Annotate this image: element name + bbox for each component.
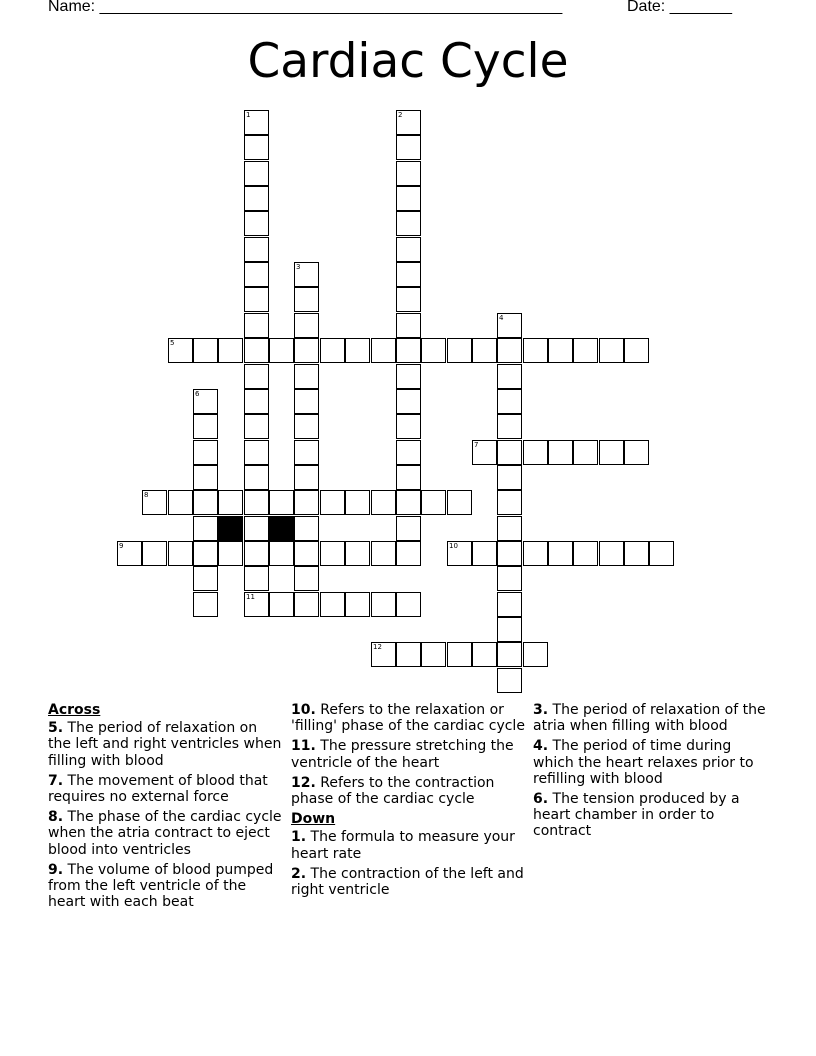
clue-text: The phase of the cardiac cycle when the atria contract to eject blood into ventricles [48, 809, 282, 858]
name-field[interactable]: Name: ____________________________________________________ [48, 0, 563, 15]
grid-cell[interactable] [396, 262, 421, 287]
grid-cell[interactable] [599, 338, 624, 363]
grid-cell[interactable] [624, 338, 649, 363]
clue-text: The period of relaxation of the atria when filling with blood [533, 702, 766, 735]
grid-cell[interactable] [294, 364, 319, 389]
date-field[interactable]: Date: _______ [627, 0, 732, 15]
grid-cell[interactable] [320, 490, 345, 515]
clue-number-label: 7 [474, 441, 479, 449]
grid-cell[interactable] [244, 566, 269, 591]
clue-number-label: 9 [119, 542, 124, 550]
grid-cell[interactable] [193, 490, 218, 515]
grid-cell[interactable] [218, 541, 243, 566]
grid-cell[interactable] [244, 110, 269, 135]
grid-cell[interactable] [371, 490, 396, 515]
grid-cell[interactable] [472, 541, 497, 566]
grid-cell[interactable] [396, 135, 421, 160]
grid-cell[interactable] [244, 414, 269, 439]
grid-cell[interactable] [447, 541, 472, 566]
grid-cell[interactable] [548, 338, 573, 363]
clue-number: 2. [291, 865, 307, 882]
clue-number: 7. [48, 772, 64, 789]
clue-down-1 [291, 829, 527, 861]
grid-cell[interactable] [497, 364, 522, 389]
grid-cell[interactable] [294, 490, 319, 515]
grid-cell[interactable] [523, 338, 548, 363]
clue-number-label: 4 [499, 314, 504, 322]
grid-cell[interactable] [396, 389, 421, 414]
grid-cell[interactable] [497, 465, 522, 490]
grid-cell[interactable] [244, 237, 269, 262]
grid-cell[interactable] [371, 592, 396, 617]
grid-cell[interactable] [371, 541, 396, 566]
grid-cell[interactable] [320, 338, 345, 363]
grid-cell[interactable] [371, 642, 396, 667]
grid-cell[interactable] [345, 490, 370, 515]
grid-cell[interactable] [548, 440, 573, 465]
grid-cell[interactable] [396, 414, 421, 439]
grid-cell[interactable] [421, 642, 446, 667]
grid-cell[interactable] [294, 592, 319, 617]
grid-cell[interactable] [320, 541, 345, 566]
clue-column-3 [533, 702, 769, 844]
clue-number-label: 2 [398, 111, 403, 119]
grid-cell[interactable] [294, 516, 319, 541]
clue-down-3 [533, 702, 769, 734]
grid-cell[interactable] [168, 541, 193, 566]
clue-across-11 [291, 738, 527, 770]
clue-number: 6. [533, 791, 549, 808]
clue-number-label: 3 [296, 263, 301, 271]
grid-cell[interactable] [497, 541, 522, 566]
grid-cell[interactable] [396, 516, 421, 541]
clue-number: 1. [291, 829, 307, 846]
grid-cell[interactable] [244, 313, 269, 338]
grid-cell[interactable] [573, 541, 598, 566]
grid-cell[interactable] [193, 566, 218, 591]
clue-number: 4. [533, 738, 549, 755]
grid-cell[interactable] [244, 516, 269, 541]
clue-down-6 [533, 791, 769, 840]
down-heading: Down [291, 811, 336, 828]
grid-cell[interactable] [294, 389, 319, 414]
grid-cell[interactable] [269, 490, 294, 515]
grid-cell[interactable] [396, 287, 421, 312]
grid-cell[interactable] [421, 338, 446, 363]
grid-cell[interactable] [624, 541, 649, 566]
grid-cell[interactable] [396, 161, 421, 186]
clue-text: Refers to the contraction phase of the cardiac cycle [291, 774, 495, 808]
grid-cell[interactable] [244, 389, 269, 414]
grid-cell[interactable] [396, 110, 421, 135]
grid-cell[interactable] [624, 440, 649, 465]
grid-cell[interactable] [345, 592, 370, 617]
grid-cell[interactable] [396, 237, 421, 262]
grid-cell[interactable] [193, 516, 218, 541]
grid-cell[interactable] [497, 642, 522, 667]
grid-cell[interactable] [244, 287, 269, 312]
grid-cell[interactable] [218, 338, 243, 363]
clue-text: Refers to the relaxation or 'filling' phase of the cardiac cycle [291, 702, 525, 735]
grid-cell[interactable] [244, 364, 269, 389]
black-cell [269, 516, 294, 541]
grid-cell[interactable] [269, 541, 294, 566]
grid-cell[interactable] [294, 338, 319, 363]
clue-number: 10. [291, 702, 316, 718]
grid-cell[interactable] [497, 389, 522, 414]
clue-number-label: 5 [170, 339, 175, 347]
grid-cell[interactable] [497, 592, 522, 617]
clue-across-10 [291, 702, 527, 734]
clue-across-7 [48, 773, 284, 805]
grid-cell[interactable] [193, 338, 218, 363]
grid-cell[interactable] [345, 338, 370, 363]
grid-cell[interactable] [649, 541, 674, 566]
grid-cell[interactable] [244, 465, 269, 490]
grid-cell[interactable] [396, 211, 421, 236]
grid-cell[interactable] [294, 313, 319, 338]
grid-cell[interactable] [117, 541, 142, 566]
grid-cell[interactable] [294, 287, 319, 312]
grid-cell[interactable] [523, 541, 548, 566]
clue-across-5 [48, 720, 284, 769]
clue-down-2 [291, 866, 527, 898]
grid-cell[interactable] [472, 338, 497, 363]
grid-cell[interactable] [421, 490, 446, 515]
clue-text: The period of relaxation on the left and right ventricles when filling with blood [48, 720, 282, 769]
grid-cell[interactable] [396, 338, 421, 363]
clue-text: The contraction of the left and right ventricle [291, 865, 524, 899]
grid-cell[interactable] [244, 161, 269, 186]
grid-cell[interactable] [244, 338, 269, 363]
clue-number: 12. [291, 774, 316, 791]
grid-cell[interactable] [294, 440, 319, 465]
grid-cell[interactable] [193, 440, 218, 465]
grid-cell[interactable] [294, 414, 319, 439]
clue-number-label: 8 [144, 491, 149, 499]
page-title: Cardiac Cycle [247, 34, 569, 89]
grid-cell[interactable] [294, 262, 319, 287]
clue-number-label: 11 [246, 593, 255, 601]
grid-cell[interactable] [573, 440, 598, 465]
clue-across-8 [48, 809, 284, 858]
grid-cell[interactable] [396, 364, 421, 389]
black-cell [218, 516, 243, 541]
grid-cell[interactable] [447, 338, 472, 363]
grid-cell[interactable] [396, 592, 421, 617]
grid-cell[interactable] [168, 490, 193, 515]
grid-cell[interactable] [193, 592, 218, 617]
grid-cell[interactable] [497, 566, 522, 591]
grid-cell[interactable] [396, 440, 421, 465]
clue-number: 9. [48, 861, 64, 878]
clue-text: The pressure stretching the ventricle of the heart [291, 738, 514, 771]
grid-cell[interactable] [244, 592, 269, 617]
grid-cell[interactable] [142, 541, 167, 566]
clue-number-label: 6 [195, 390, 200, 398]
clue-number-label: 10 [449, 542, 458, 550]
grid-cell[interactable] [497, 516, 522, 541]
grid-cell[interactable] [294, 465, 319, 490]
clue-number: 3. [533, 702, 549, 718]
clue-text: The movement of blood that requires no external force [48, 772, 268, 806]
clue-number: 11. [291, 738, 316, 755]
clue-number-label: 12 [373, 643, 382, 651]
grid-cell[interactable] [193, 389, 218, 414]
grid-cell[interactable] [269, 592, 294, 617]
across-heading: Across [48, 702, 101, 718]
grid-cell[interactable] [497, 490, 522, 515]
grid-cell[interactable] [523, 642, 548, 667]
grid-cell[interactable] [244, 440, 269, 465]
grid-cell[interactable] [396, 313, 421, 338]
grid-cell[interactable] [345, 541, 370, 566]
grid-cell[interactable] [523, 440, 548, 465]
grid-cell[interactable] [396, 642, 421, 667]
grid-cell[interactable] [168, 338, 193, 363]
grid-cell[interactable] [396, 490, 421, 515]
clue-number: 5. [48, 720, 64, 737]
clue-text: The formula to measure your heart rate [291, 829, 515, 862]
clue-number-label: 1 [246, 111, 251, 119]
grid-cell[interactable] [396, 186, 421, 211]
grid-cell[interactable] [396, 465, 421, 490]
grid-cell[interactable] [142, 490, 167, 515]
clue-across-12 [291, 775, 527, 807]
grid-cell[interactable] [497, 338, 522, 363]
grid-cell[interactable] [472, 440, 497, 465]
grid-cell[interactable] [599, 541, 624, 566]
grid-cell[interactable] [497, 668, 522, 693]
clue-number: 8. [48, 809, 64, 826]
grid-cell[interactable] [244, 211, 269, 236]
grid-cell[interactable] [548, 541, 573, 566]
grid-cell[interactable] [497, 313, 522, 338]
grid-cell[interactable] [193, 414, 218, 439]
clue-column-2 [291, 702, 527, 902]
grid-cell[interactable] [396, 541, 421, 566]
clue-across-9 [48, 862, 284, 911]
grid-cell[interactable] [193, 465, 218, 490]
grid-cell[interactable] [294, 566, 319, 591]
grid-cell[interactable] [497, 414, 522, 439]
clue-text: The period of time during which the heart relaxes prior to refilling with blood [533, 738, 754, 787]
grid-cell[interactable] [371, 338, 396, 363]
grid-cell[interactable] [573, 338, 598, 363]
grid-cell[interactable] [447, 490, 472, 515]
clue-down-4 [533, 738, 769, 787]
grid-cell[interactable] [472, 642, 497, 667]
grid-cell[interactable] [294, 541, 319, 566]
grid-cell[interactable] [218, 490, 243, 515]
grid-cell[interactable] [320, 592, 345, 617]
clue-text: The tension produced by a heart chamber in order to contract [533, 791, 740, 840]
grid-cell[interactable] [269, 338, 294, 363]
grid-cell[interactable] [244, 490, 269, 515]
grid-cell[interactable] [244, 541, 269, 566]
grid-cell[interactable] [497, 440, 522, 465]
grid-cell[interactable] [244, 186, 269, 211]
clue-text: The volume of blood pumped from the left ventricle of the heart with each beat [48, 861, 274, 911]
grid-cell[interactable] [497, 617, 522, 642]
grid-cell[interactable] [244, 135, 269, 160]
grid-cell[interactable] [447, 642, 472, 667]
grid-cell[interactable] [193, 541, 218, 566]
grid-cell[interactable] [599, 440, 624, 465]
clue-column-1 [48, 702, 284, 914]
grid-cell[interactable] [244, 262, 269, 287]
